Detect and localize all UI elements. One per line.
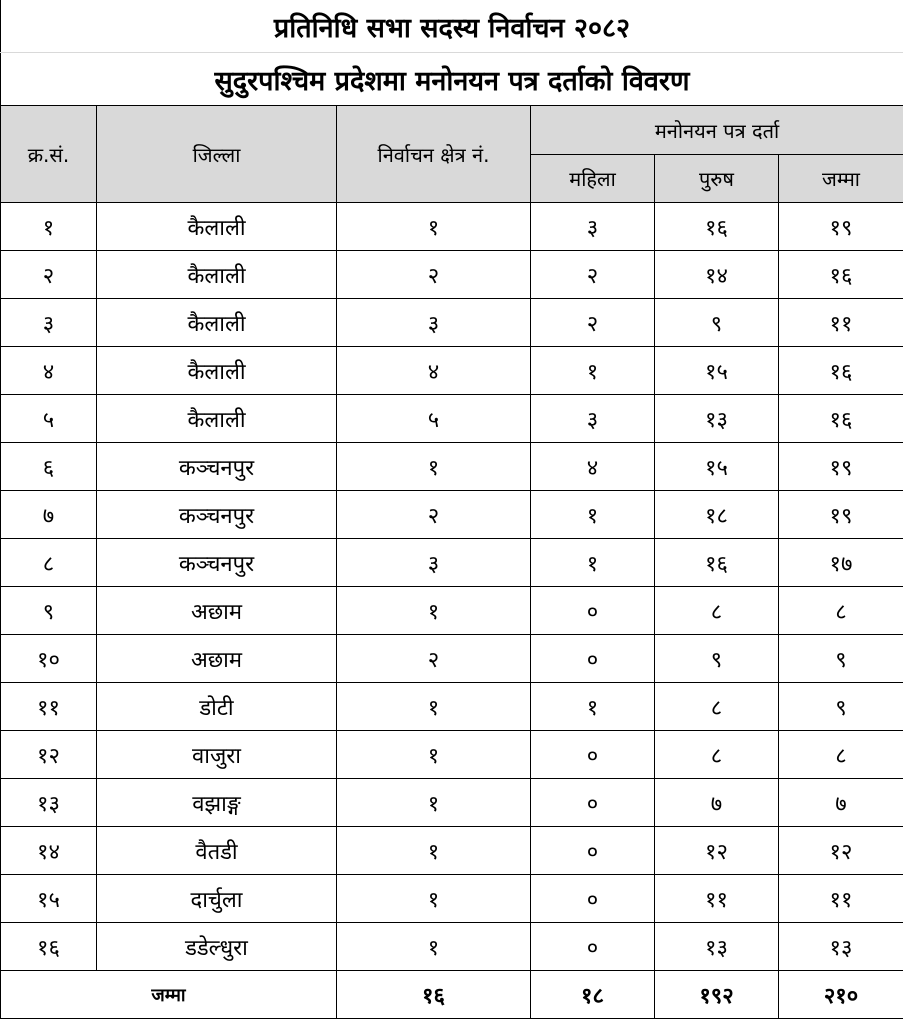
cell-constituency: २	[337, 491, 531, 539]
cell-female: ०	[531, 587, 655, 635]
cell-district: डोटी	[97, 683, 337, 731]
cell-male: १३	[655, 395, 779, 443]
cell-sn: ८	[1, 539, 97, 587]
cell-male: १४	[655, 251, 779, 299]
cell-sn: ४	[1, 347, 97, 395]
cell-sn: ६	[1, 443, 97, 491]
cell-total: १६	[779, 347, 903, 395]
cell-female: ०	[531, 635, 655, 683]
cell-district: दार्चुला	[97, 875, 337, 923]
page-subtitle: सुदुरपश्चिम प्रदेशमा मनोनयन पत्र दर्ताको विवरण	[1, 53, 903, 106]
header-constituency: निर्वाचन क्षेत्र नं.	[337, 106, 531, 203]
table-row	[1, 347, 903, 395]
cell-female: ४	[531, 443, 655, 491]
cell-sn: ९	[1, 587, 97, 635]
totals-total: २१०	[779, 971, 903, 1019]
table-row	[1, 683, 903, 731]
cell-total: ८	[779, 587, 903, 635]
cell-sn: १४	[1, 827, 97, 875]
cell-sn: १२	[1, 731, 97, 779]
cell-male: १३	[655, 923, 779, 971]
cell-male: ९	[655, 299, 779, 347]
cell-district: वाजुरा	[97, 731, 337, 779]
header-row-1	[1, 106, 903, 155]
table-row	[1, 299, 903, 347]
cell-constituency: १	[337, 875, 531, 923]
table-row	[1, 251, 903, 299]
cell-sn: ११	[1, 683, 97, 731]
cell-district: कैलाली	[97, 251, 337, 299]
cell-district: वैतडी	[97, 827, 337, 875]
cell-total: १२	[779, 827, 903, 875]
cell-district: कञ्चनपुर	[97, 491, 337, 539]
cell-male: १६	[655, 203, 779, 251]
cell-constituency: १	[337, 779, 531, 827]
cell-male: १२	[655, 827, 779, 875]
table-row	[1, 635, 903, 683]
cell-total: १९	[779, 491, 903, 539]
cell-male: ९	[655, 635, 779, 683]
cell-constituency: १	[337, 587, 531, 635]
table-row	[1, 731, 903, 779]
cell-district: अछाम	[97, 587, 337, 635]
cell-total: ११	[779, 299, 903, 347]
cell-total: १६	[779, 395, 903, 443]
cell-male: १५	[655, 443, 779, 491]
totals-male: १९२	[655, 971, 779, 1019]
cell-district: वझाङ्ग	[97, 779, 337, 827]
cell-male: १८	[655, 491, 779, 539]
cell-sn: १	[1, 203, 97, 251]
table-row	[1, 923, 903, 971]
totals-female: १८	[531, 971, 655, 1019]
header-sn: क्र.सं.	[1, 106, 97, 203]
cell-constituency: १	[337, 443, 531, 491]
cell-female: २	[531, 251, 655, 299]
cell-constituency: १	[337, 731, 531, 779]
cell-male: ८	[655, 683, 779, 731]
cell-female: ३	[531, 203, 655, 251]
cell-female: १	[531, 539, 655, 587]
cell-total: ७	[779, 779, 903, 827]
cell-district: डडेल्धुरा	[97, 923, 337, 971]
table-row	[1, 587, 903, 635]
cell-constituency: १	[337, 683, 531, 731]
cell-female: ०	[531, 827, 655, 875]
table-row	[1, 443, 903, 491]
totals-label: जम्मा	[1, 971, 337, 1019]
header-female: महिला	[531, 155, 655, 203]
totals-constituency: १६	[337, 971, 531, 1019]
cell-district: कैलाली	[97, 299, 337, 347]
cell-constituency: १	[337, 203, 531, 251]
cell-constituency: ५	[337, 395, 531, 443]
cell-total: ९	[779, 635, 903, 683]
subtitle-row	[1, 53, 903, 106]
cell-female: ०	[531, 779, 655, 827]
header-male: पुरुष	[655, 155, 779, 203]
cell-constituency: ४	[337, 347, 531, 395]
cell-sn: १३	[1, 779, 97, 827]
cell-total: १७	[779, 539, 903, 587]
cell-total: ११	[779, 875, 903, 923]
cell-female: ३	[531, 395, 655, 443]
cell-male: ११	[655, 875, 779, 923]
cell-district: कैलाली	[97, 347, 337, 395]
cell-total: १६	[779, 251, 903, 299]
cell-male: ७	[655, 779, 779, 827]
cell-female: ०	[531, 731, 655, 779]
cell-total: १३	[779, 923, 903, 971]
cell-district: अछाम	[97, 635, 337, 683]
cell-female: १	[531, 491, 655, 539]
cell-constituency: १	[337, 827, 531, 875]
cell-constituency: ३	[337, 539, 531, 587]
cell-sn: १६	[1, 923, 97, 971]
header-nomination-group: मनोनयन पत्र दर्ता	[531, 106, 903, 155]
cell-male: १५	[655, 347, 779, 395]
cell-female: २	[531, 299, 655, 347]
table-row	[1, 395, 903, 443]
table-row	[1, 539, 903, 587]
cell-sn: १०	[1, 635, 97, 683]
cell-constituency: १	[337, 923, 531, 971]
cell-total: ८	[779, 731, 903, 779]
cell-sn: ५	[1, 395, 97, 443]
cell-female: ०	[531, 923, 655, 971]
table-row	[1, 875, 903, 923]
cell-male: ८	[655, 731, 779, 779]
cell-constituency: ३	[337, 299, 531, 347]
table-row	[1, 203, 903, 251]
cell-district: कञ्चनपुर	[97, 539, 337, 587]
cell-sn: २	[1, 251, 97, 299]
cell-district: कञ्चनपुर	[97, 443, 337, 491]
cell-total: १९	[779, 203, 903, 251]
cell-sn: ७	[1, 491, 97, 539]
table-row	[1, 779, 903, 827]
table-row	[1, 491, 903, 539]
cell-total: ९	[779, 683, 903, 731]
table-row	[1, 827, 903, 875]
cell-total: १९	[779, 443, 903, 491]
cell-constituency: २	[337, 251, 531, 299]
cell-constituency: २	[337, 635, 531, 683]
header-district: जिल्ला	[97, 106, 337, 203]
cell-district: कैलाली	[97, 395, 337, 443]
cell-male: ८	[655, 587, 779, 635]
cell-sn: ३	[1, 299, 97, 347]
header-total: जम्मा	[779, 155, 903, 203]
cell-sn: १५	[1, 875, 97, 923]
cell-female: १	[531, 347, 655, 395]
title-row	[1, 0, 903, 53]
page-title: प्रतिनिधि सभा सदस्य निर्वाचन २०८२	[1, 0, 903, 53]
cell-female: १	[531, 683, 655, 731]
totals-row	[1, 971, 903, 1019]
cell-district: कैलाली	[97, 203, 337, 251]
cell-female: ०	[531, 875, 655, 923]
cell-male: १६	[655, 539, 779, 587]
